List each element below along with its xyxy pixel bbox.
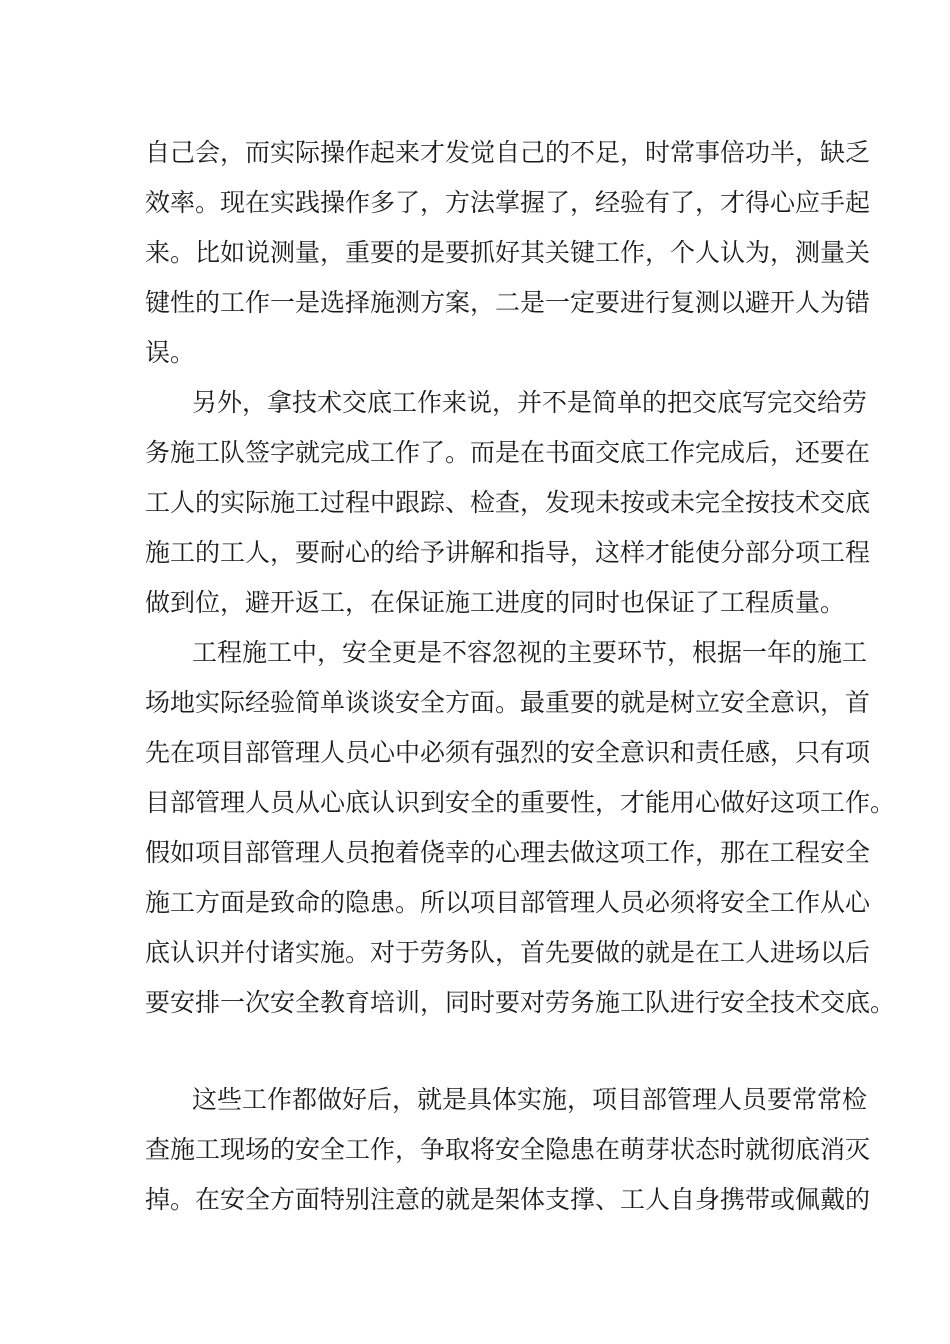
text-line: 来。比如说测量，重要的是要抓好其关键工作，个人认为，测量关 — [145, 238, 871, 267]
text-line: 先在项目部管理人员心中必须有强烈的安全意识和责任感，只有项 — [145, 738, 871, 767]
text-line: 假如项目部管理人员抱着侥幸的心理去做这项工作，那在工程安全 — [145, 838, 871, 867]
paragraph-first-line: 另外，拿技术交底工作来说，并不是简单的把交底写完交给劳 — [192, 388, 868, 417]
text-line: 场地实际经验简单谈谈安全方面。最重要的就是树立安全意识，首 — [145, 688, 871, 717]
text-line: 效率。现在实践操作多了，方法掌握了，经验有了，才得心应手起 — [145, 188, 871, 217]
text-line: 掉。在安全方面特别注意的就是架体支撑、工人自身携带或佩戴的 — [145, 1185, 871, 1214]
text-line: 查施工现场的安全工作，争取将安全隐患在萌芽状态时就彻底消灭 — [145, 1135, 871, 1164]
text-line: 做到位，避开返工，在保证施工进度的同时也保证了工程质量。 — [145, 588, 846, 617]
text-line: 施工的工人，要耐心的给予讲解和指导，这样才能使分部分项工程 — [145, 538, 871, 567]
text-line: 要安排一次安全教育培训，同时要对劳务施工队进行安全技术交底。 — [145, 988, 896, 1017]
paragraph-first-line: 工程施工中，安全更是不容忽视的主要环节，根据一年的施工 — [192, 638, 868, 667]
text-line: 自己会，而实际操作起来才发觉自己的不足，时常事倍功半，缺乏 — [145, 138, 871, 167]
text-line: 工人的实际施工过程中跟踪、检查，发现未按或未完全按技术交底 — [145, 488, 871, 517]
text-line: 目部管理人员从心底认识到安全的重要性，才能用心做好这项工作。 — [145, 788, 896, 817]
text-line: 键性的工作一是选择施测方案，二是一定要进行复测以避开人为错 — [145, 288, 871, 317]
text-line: 施工方面是致命的隐患。所以项目部管理人员必须将安全工作从心 — [145, 888, 871, 917]
text-line: 务施工队签字就完成工作了。而是在书面交底工作完成后，还要在 — [145, 438, 871, 467]
text-line: 底认识并付诸实施。对于劳务队，首先要做的就是在工人进场以后 — [145, 938, 871, 967]
text-line: 误。 — [145, 338, 196, 367]
paragraph-first-line: 这些工作都做好后，就是具体实施，项目部管理人员要常常检 — [192, 1085, 868, 1114]
